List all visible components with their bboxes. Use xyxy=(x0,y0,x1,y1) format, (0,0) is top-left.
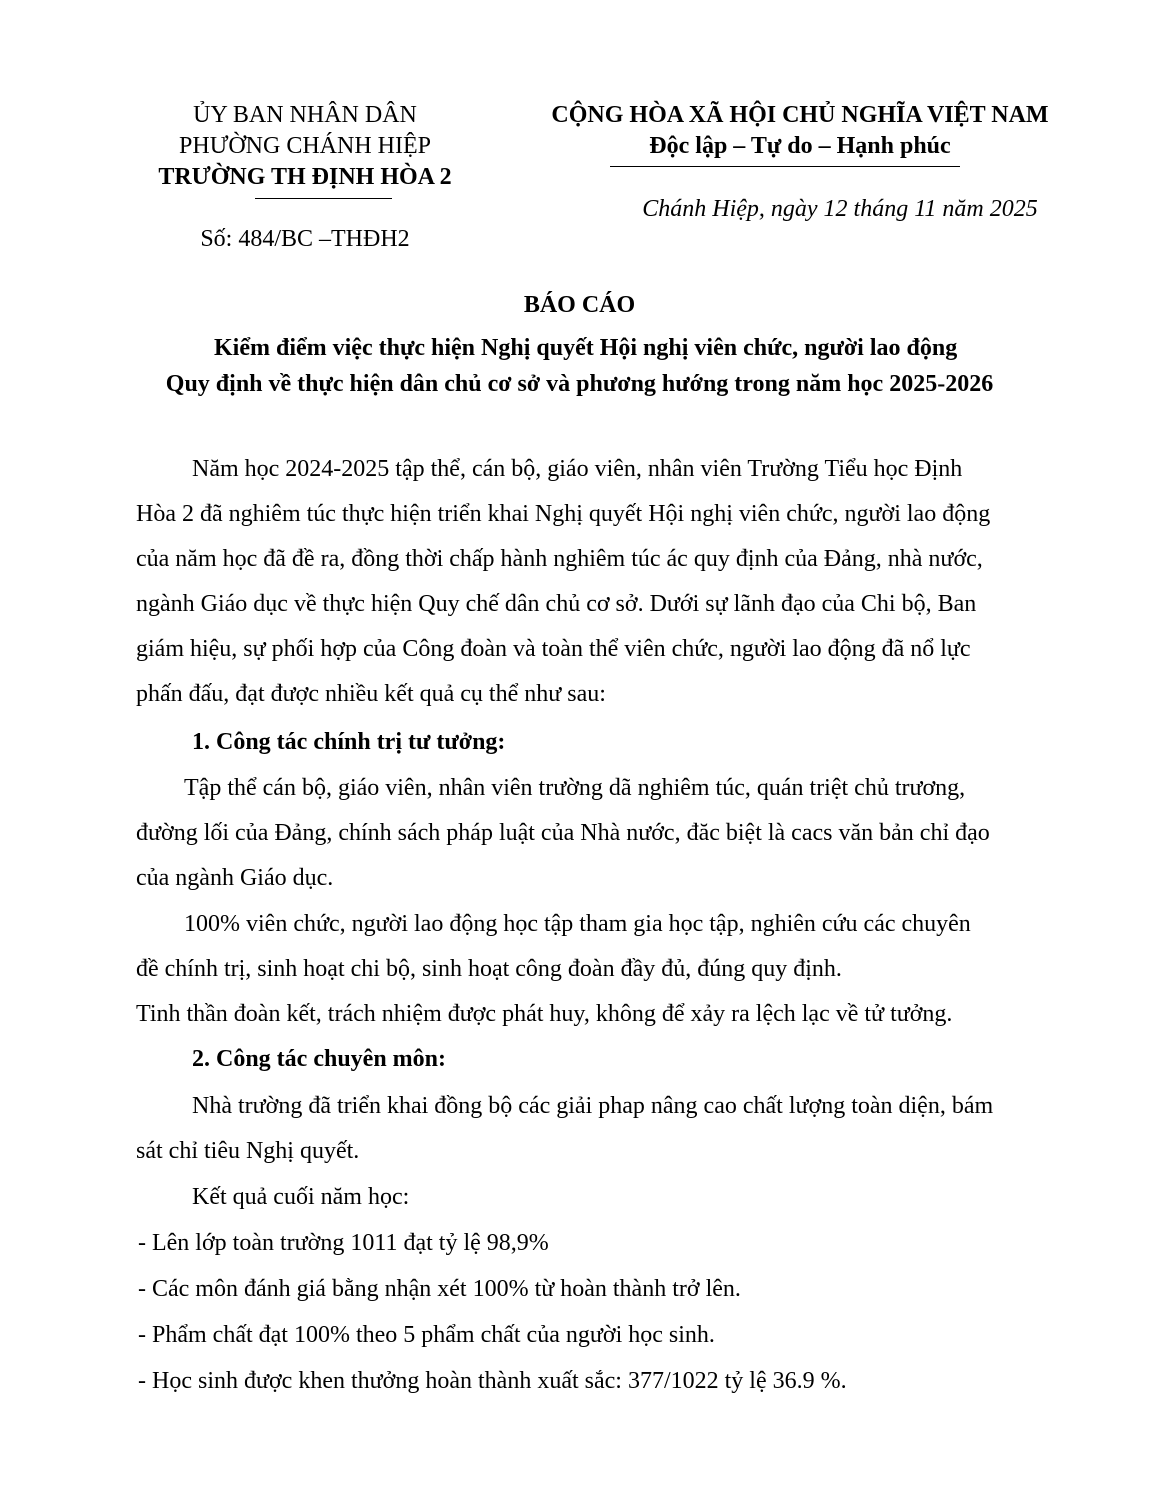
authority-line-2: PHƯỜNG CHÁNH HIỆP xyxy=(179,133,431,159)
national-motto xyxy=(510,100,1090,162)
section-2-heading: 2. Công tác chuyên môn: xyxy=(192,1046,447,1072)
motto-line: Độc lập – Tự do – Hạnh phúc xyxy=(649,133,951,159)
intro-line: ngành Giáo dục về thực hiện Quy chế dân chủ cơ sở. Dưới sự lãnh đạo của Chi bộ, Ban xyxy=(136,591,977,617)
result-item: - Phẩm chất đạt 100% theo 5 phẩm chất của người học sinh. xyxy=(138,1322,715,1348)
left-header-divider xyxy=(255,198,392,199)
document-subtitle-line-1: Kiểm điểm việc thực hiện Nghị quyết Hội nghị viên chức, người lao động xyxy=(214,335,958,361)
document-subtitle-line-2: Quy định về thực hiện dân chủ cơ sở và phương hướng trong năm học 2025-2026 xyxy=(165,371,994,397)
result-item: - Các môn đánh giá bằng nhận xét 100% từ hoàn thành trở lên. xyxy=(138,1276,741,1302)
result-item: - Học sinh được khen thưởng hoàn thành xuất sắc: 377/1022 tỷ lệ 36.9 %. xyxy=(138,1368,847,1394)
section-1-text: Tập thể cán bộ, giáo viên, nhân viên trường dã nghiêm túc, quán triệt chủ trương, xyxy=(184,775,966,801)
intro-line: giám hiệu, sự phối hợp của Công đoàn và toàn thể viên chức, người lao động đã nổ lực xyxy=(136,636,971,662)
document-number: Số: 484/BC –THĐH2 xyxy=(200,226,410,252)
section-2-text: sát chỉ tiêu Nghị quyết. xyxy=(136,1138,360,1164)
section-1-heading: 1. Công tác chính trị tư tưởng: xyxy=(192,729,506,755)
section-1-text: Tinh thần đoàn kết, trách nhiệm được phát huy, không để xảy ra lệch lạc về tử tưởng. xyxy=(136,1001,953,1027)
section-1-text: đề chính trị, sinh hoạt chi bộ, sinh hoạt công đoàn đầy đủ, đúng quy định. xyxy=(136,956,842,982)
section-2-text: Nhà trường đã triển khai đồng bộ các giải phap nâng cao chất lượng toàn diện, bám xyxy=(192,1093,994,1119)
document-title: BÁO CÁO xyxy=(523,292,636,318)
authority-line-1: ỦY BAN NHÂN DÂN xyxy=(193,102,417,128)
intro-line: Hòa 2 đã nghiêm túc thực hiện triển khai Nghị quyết Hội nghị viên chức, người lao động xyxy=(136,501,991,527)
results-label: Kết quả cuối năm học: xyxy=(192,1184,410,1210)
section-1-text: 100% viên chức, người lao động học tập tham gia học tập, nghiên cứu các chuyên xyxy=(184,911,971,937)
section-1-text: đường lối của Đảng, chính sách pháp luật của Nhà nước, đăc biệt là cacs văn bản chỉ đạo xyxy=(136,820,990,846)
issuing-authority xyxy=(140,100,470,193)
school-name: TRƯỜNG TH ĐỊNH HÒA 2 xyxy=(158,164,452,190)
intro-line: phấn đấu, đạt được nhiều kết quả cụ thể như sau: xyxy=(136,681,606,707)
intro-line: Năm học 2024-2025 tập thể, cán bộ, giáo viên, nhân viên Trường Tiểu học Định xyxy=(192,456,963,482)
section-1-text: của ngành Giáo dục. xyxy=(136,865,334,891)
result-item: - Lên lớp toàn trường 1011 đạt tỷ lệ 98,9% xyxy=(138,1230,549,1256)
intro-line: của năm học đã đề ra, đồng thời chấp hành nghiêm túc ác quy định của Đảng, nhà nước, xyxy=(136,546,983,572)
country-name: CỘNG HÒA XÃ HỘI CHỦ NGHĨA VIỆT NAM xyxy=(551,102,1049,128)
place-date: Chánh Hiệp, ngày 12 tháng 11 năm 2025 xyxy=(642,196,1038,222)
right-header-divider xyxy=(610,166,960,167)
